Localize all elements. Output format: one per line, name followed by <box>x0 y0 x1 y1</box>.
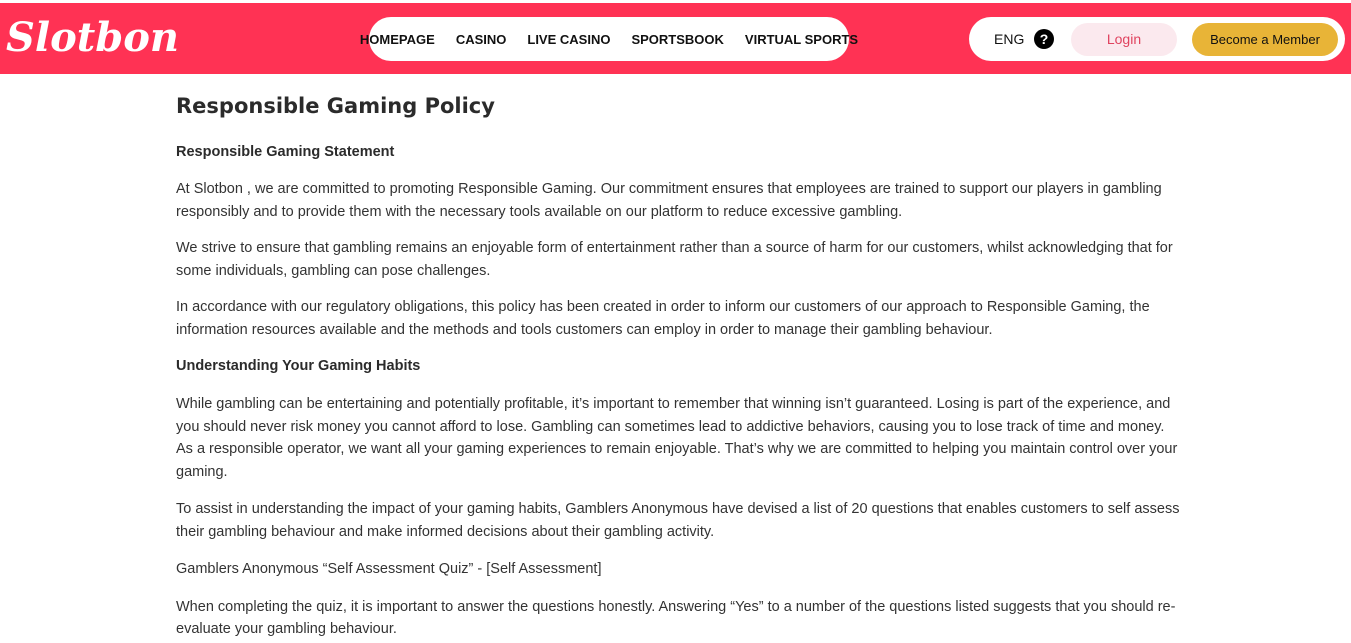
nav-casino[interactable]: CASINO <box>455 31 507 47</box>
paragraph-habits: While gambling can be entertaining and potentially profitable, it’s important to remember that winning isn’t guaranteed. Losing is part of the experience, and you should never risk money you cannot afford to lose. Gambling can sometimes lead to addictive behaviors, causing you to lose track of time and money. As a responsible operator, we want all your gaming experiences to remain enjoyable. That’s why we are committed to helping you maintain control over your gaming. <box>176 396 1178 480</box>
statement-heading: Responsible Gaming Statement <box>176 144 395 160</box>
main-nav <box>359 17 859 61</box>
language-selector[interactable]: ENG <box>994 31 1025 47</box>
paragraph-commitment: At Slotbon , we are committed to promoting Responsible Gaming. Our commitment ensures that employees are trained to support our players in gambling responsibly and to provide them with the necessary tools available on our platform to reduce excessive gambling. <box>176 181 1162 220</box>
habits-heading: Understanding Your Gaming Habits <box>176 358 421 374</box>
paragraph-quiz: When completing the quiz, it is important to answer the questions honestly. Answering “Yes” to a number of the questions listed suggests that you should re-evaluate your gambling behaviour. <box>176 598 1176 637</box>
account-bar <box>969 17 1345 61</box>
policy-content <box>176 88 1181 641</box>
paragraph-regulatory: In accordance with our regulatory obligations, this policy has been created in order to inform our customers of our approach to Responsible Gaming, the information resources available and the methods and tools customers can employ in order to manage their gambling behaviour. <box>176 299 1150 338</box>
page-title: Responsible Gaming Policy <box>176 94 495 118</box>
slotbon-logo[interactable]: Slotbon <box>6 14 179 61</box>
self-assessment-link[interactable]: Gamblers Anonymous “Self Assessment Quiz” - [Self Assessment] <box>176 561 602 577</box>
paragraph-enjoyable: We strive to ensure that gambling remains an enjoyable form of entertainment rather than a source of harm for our customers, whilst acknowledging that for some individuals, gambling can pose challenges. <box>176 240 1173 279</box>
become-member-button[interactable]: Become a Member <box>1192 23 1338 56</box>
top-header <box>0 3 1351 74</box>
nav-sportsbook[interactable]: SPORTSBOOK <box>631 31 724 47</box>
login-button[interactable]: Login <box>1071 23 1177 56</box>
help-icon[interactable]: ? <box>1034 29 1054 49</box>
nav-live-casino[interactable]: LIVE CASINO <box>527 31 611 47</box>
nav-homepage[interactable]: HOMEPAGE <box>359 31 435 47</box>
nav-virtual-sports[interactable]: VIRTUAL SPORTS <box>744 31 859 47</box>
paragraph-gamblers-anonymous: To assist in understanding the impact of your gaming habits, Gamblers Anonymous have devised a list of 20 questions that enables customers to self assess their gambling behaviour and make informed decisions about their gambling activity. <box>176 501 1180 540</box>
